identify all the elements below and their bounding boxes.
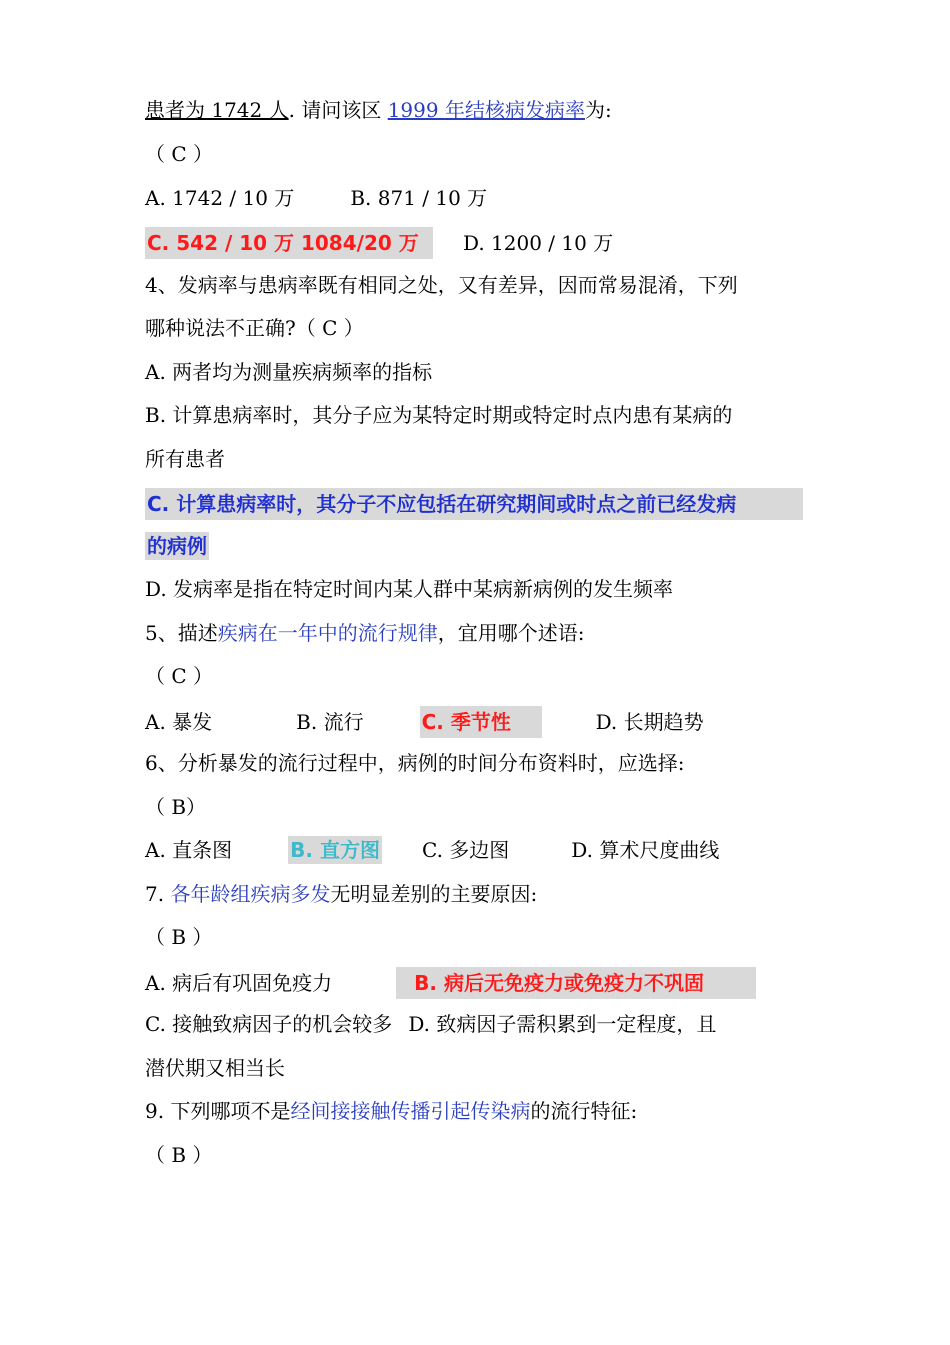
q4-option-b-line1: B. 计算患病率时，其分子应为某特定时期或特定时点内患有某病的 (145, 403, 733, 427)
q9-line1-pre: 9. 下列哪项不是 (145, 1099, 291, 1123)
q3-answer: （ C ） (145, 142, 214, 166)
q6-line1: 6、分析暴发的流行过程中，病例的时间分布资料时，应选择: (145, 751, 685, 775)
q6-option-a: A. 直条图 (145, 838, 233, 862)
q5-options (145, 706, 704, 738)
q6-option-c: C. 多边图 (421, 838, 510, 862)
q7-link[interactable]: 各年龄组疾病多发 (170, 882, 331, 906)
q6-option-b-answer: B. 直方图 (290, 838, 380, 862)
q5-option-c-answer: C. 季节性 (420, 706, 542, 738)
q6-answer: （ B） (145, 795, 207, 819)
q3-option-a: A. 1742 / 10 万 (145, 186, 295, 210)
q3-line1-mid: . 请问该区 (288, 98, 388, 122)
q6-option-d: D. 算术尺度曲线 (571, 838, 720, 862)
q3-line1 (145, 96, 612, 124)
q7-option-d-line2: 潜伏期又相当长 (145, 1056, 285, 1080)
q4-line1: 4、发病率与患病率既有相同之处，又有差异，因而常易混淆，下列 (145, 273, 738, 297)
q7-option-c: C. 接触致病因子的机会较多 (145, 1012, 393, 1036)
q4-option-d: D. 发病率是指在特定时间内某人群中某病新病例的发生频率 (145, 577, 674, 601)
q4-option-a: A. 两者均为测量疾病频率的指标 (145, 360, 433, 384)
q4-option-c-line1 (145, 488, 803, 520)
q7-line1-pre: 7. (145, 882, 171, 906)
q5-line1 (145, 619, 584, 647)
q7-option-b-answer: B. 病后无免疫力或免疫力不巩固 (396, 967, 756, 999)
q9-line1 (145, 1097, 637, 1125)
q4-option-c-line2 (145, 532, 209, 560)
q5-line1-post: ，宜用哪个述语: (437, 621, 585, 645)
q7-answer: （ B ） (145, 925, 213, 949)
q7-line1 (145, 880, 537, 908)
q5-link[interactable]: 疾病在一年中的流行规律 (217, 621, 438, 645)
q5-option-d: D. 长期趋势 (595, 710, 704, 734)
q4-option-b-line2: 所有患者 (145, 447, 225, 471)
q3-line1-pre: 患者为 1742 人 (145, 98, 289, 122)
q7-line1-post: 无明显差别的主要原因: (330, 882, 538, 906)
q3-options-ab (145, 184, 487, 212)
q4-line2: 哪种说法不正确?（ C ） (145, 316, 364, 340)
q4-option-c-answer-2: 的病例 (147, 534, 207, 558)
q4-option-c-answer-1: C. 计算患病率时，其分子不应包括在研究期间或时点之前已经发病 (145, 488, 803, 520)
q6-options (145, 836, 719, 864)
q7-options-ab (145, 967, 756, 999)
q9-link[interactable]: 经间接接触传播引起传染病 (290, 1099, 531, 1123)
q7-options-cd (145, 1010, 716, 1038)
q3-link[interactable]: 1999 年结核病发病率 (387, 98, 585, 122)
q5-answer: （ C ） (145, 664, 214, 688)
q9-line1-post: 的流行特征: (530, 1099, 638, 1123)
q3-option-b: B. 871 / 10 万 (350, 186, 488, 210)
q9-answer: （ B ） (145, 1143, 213, 1167)
q3-option-c-answer: C. 542 / 10 万 1084/20 万 (145, 227, 433, 259)
q5-option-a: A. 暴发 (145, 710, 213, 734)
q7-option-d-line1: D. 致病因子需积累到一定程度，且 (408, 1012, 717, 1036)
q3-option-d: D. 1200 / 10 万 (463, 231, 614, 255)
q3-options-cd (145, 227, 613, 259)
q7-option-a: A. 病后有巩固免疫力 (145, 971, 333, 995)
q5-option-b: B. 流行 (296, 710, 364, 734)
q3-line1-post: 为: (584, 98, 612, 122)
q5-line1-pre: 5、描述 (145, 621, 218, 645)
